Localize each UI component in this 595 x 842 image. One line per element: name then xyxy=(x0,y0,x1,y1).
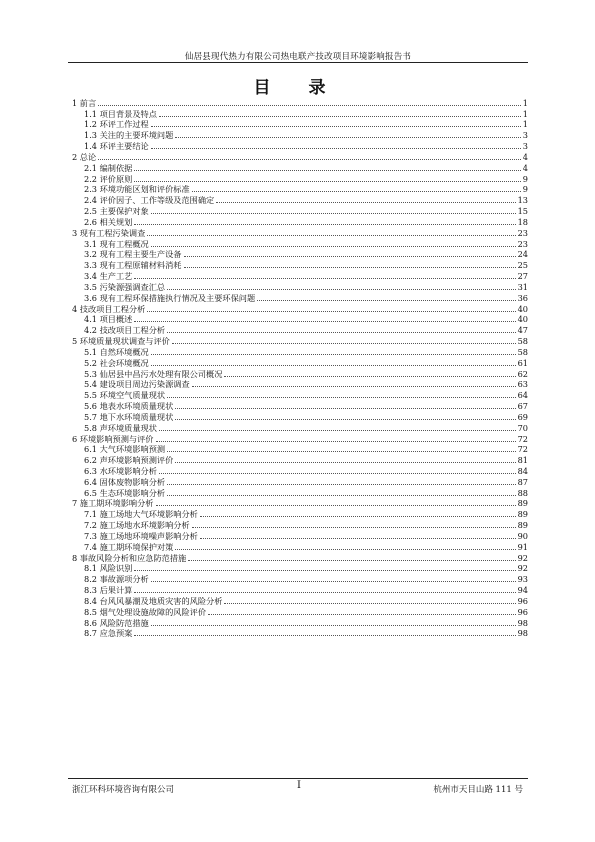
toc-entry-page: 3 xyxy=(522,130,528,141)
toc-leader-dots xyxy=(167,451,515,452)
toc-section-link[interactable] xyxy=(72,249,528,260)
toc-leader-dots xyxy=(134,278,515,279)
toc-leader-dots xyxy=(98,159,521,160)
toc-entry-page: 67 xyxy=(517,401,528,412)
toc-leader-dots xyxy=(175,408,515,409)
toc-entry-label: 6.3 水环境影响分析 xyxy=(84,465,157,476)
toc-leader-dots xyxy=(134,224,515,225)
toc-leader-dots xyxy=(134,181,520,182)
toc-entry-page: 90 xyxy=(517,530,528,541)
toc-leader-dots xyxy=(151,581,516,582)
toc-entry-label: 5.8 声环境质量现状 xyxy=(84,422,157,433)
toc-leader-dots xyxy=(159,430,516,431)
toc-section-link[interactable] xyxy=(72,519,528,530)
toc-entry-page: 62 xyxy=(517,368,528,379)
toc-leader-dots xyxy=(151,213,516,214)
toc-leader-dots xyxy=(200,538,516,539)
toc-leader-dots xyxy=(156,505,516,506)
toc-leader-dots xyxy=(147,235,515,236)
toc-entry-label: 3.2 现有工程主要生产设备 xyxy=(84,249,182,260)
toc-entry-page: 70 xyxy=(517,422,528,433)
toc-entry-label: 7.3 施工场地环境噪声影响分析 xyxy=(84,530,198,541)
toc-entry-label: 4 技改项目工程分析 xyxy=(72,303,146,314)
toc-entry-page: 92 xyxy=(517,563,528,574)
toc-entry-page: 9 xyxy=(522,184,528,195)
toc-section-link[interactable] xyxy=(72,173,528,184)
toc-entry-page: 47 xyxy=(517,325,528,336)
toc-leader-dots xyxy=(167,332,515,333)
toc-leader-dots xyxy=(184,267,516,268)
toc-section-link[interactable] xyxy=(72,259,528,270)
toc-entry-label: 3 现有工程污染调查 xyxy=(72,227,146,238)
toc-entry-page: 40 xyxy=(517,303,528,314)
toc-leader-dots xyxy=(192,191,521,192)
toc-section-link[interactable] xyxy=(72,184,528,195)
footer-address: 杭州市天目山路 111 号 xyxy=(433,785,523,795)
toc-section-link[interactable] xyxy=(72,270,528,281)
toc-entry-page: 81 xyxy=(517,455,528,466)
toc-entry-page: 4 xyxy=(522,151,528,162)
toc-entry-page: 72 xyxy=(517,433,528,444)
toc-entry-page: 96 xyxy=(517,606,528,617)
toc-section-link[interactable] xyxy=(72,454,528,465)
toc-leader-dots xyxy=(167,484,515,485)
toc-entry-page: 94 xyxy=(517,585,528,596)
toc-leader-dots xyxy=(188,560,515,561)
toc-section-link[interactable] xyxy=(72,595,528,606)
toc-entry-label: 5.1 自然环境概况 xyxy=(84,346,149,357)
toc-entry-label: 6.5 生态环境影响分析 xyxy=(84,487,166,498)
toc-section-link[interactable] xyxy=(72,541,528,552)
toc-entry-label: 3.5 污染源强调查汇总 xyxy=(84,281,166,292)
toc-entry-label: 6.2 声环境影响预测评价 xyxy=(84,455,174,466)
toc-leader-dots xyxy=(151,365,516,366)
toc-entry-label: 5.3 仙居县中昌污水处理有限公司概况 xyxy=(84,368,223,379)
header-divider xyxy=(68,62,528,63)
toc-entry-page: 61 xyxy=(517,357,528,368)
toc-section-link[interactable] xyxy=(72,216,528,227)
toc-entry-page: 87 xyxy=(517,476,528,487)
toc-entry-page: 4 xyxy=(522,162,528,173)
toc-entry-page: 24 xyxy=(517,249,528,260)
toc-entry-page: 1 xyxy=(522,119,528,130)
toc-entry-label: 2.1 编制依据 xyxy=(84,162,133,173)
toc-entry-label: 2 总论 xyxy=(72,151,97,162)
toc-leader-dots xyxy=(151,148,521,149)
toc-leader-dots xyxy=(134,170,520,171)
toc-entry-label: 5 环境质量现状调查与评价 xyxy=(72,336,170,347)
toc-entry-page: 3 xyxy=(522,141,528,152)
toc-entry-label: 1.2 环评工作过程 xyxy=(84,119,149,130)
toc-leader-dots xyxy=(224,376,515,377)
toc-entry-label: 8 事故风险分析和应急防范措施 xyxy=(72,552,187,563)
toc-leader-dots xyxy=(134,570,515,571)
toc-entry-label: 7.1 施工场地大气环境影响分析 xyxy=(84,509,198,520)
toc-leader-dots xyxy=(224,603,515,604)
toc-leader-dots xyxy=(151,354,516,355)
toc-section-link[interactable] xyxy=(72,400,528,411)
toc-section-link[interactable] xyxy=(72,563,528,574)
page-title: 目 录 xyxy=(253,78,342,98)
toc-entry-label: 8.2 事故源项分析 xyxy=(84,574,149,585)
toc-section-link[interactable] xyxy=(72,389,528,400)
toc-section-link[interactable] xyxy=(72,379,528,390)
toc-entry-page: 89 xyxy=(517,509,528,520)
toc-entry-page: 58 xyxy=(517,336,528,347)
toc-entry-label: 7.2 施工场地水环境影响分析 xyxy=(84,520,190,531)
toc-section-link[interactable] xyxy=(72,476,528,487)
toc-entry-page: 91 xyxy=(517,541,528,552)
toc-chapter-link[interactable] xyxy=(72,303,528,314)
toc-entry-label: 3.3 现有工程原辅材料消耗 xyxy=(84,260,182,271)
toc-entry-label: 5.2 社会环境概况 xyxy=(84,357,149,368)
toc-section-link[interactable] xyxy=(72,129,528,140)
toc-entry-label: 5.5 环境空气质量现状 xyxy=(84,390,166,401)
toc-entry-label: 3.6 现有工程环保措施执行情况及主要环保问题 xyxy=(84,292,256,303)
toc-entry-page: 40 xyxy=(517,314,528,325)
toc-entry-page: 23 xyxy=(517,238,528,249)
toc-section-link[interactable] xyxy=(72,530,528,541)
toc-section-link[interactable] xyxy=(72,281,528,292)
toc-leader-dots xyxy=(156,441,516,442)
toc-entry-page: 64 xyxy=(517,390,528,401)
toc-section-link[interactable] xyxy=(72,368,528,379)
toc-section-link[interactable] xyxy=(72,617,528,628)
table-of-contents xyxy=(72,97,528,638)
toc-entry-label: 8.4 台风风暴潮及地质灾害的风险分析 xyxy=(84,595,223,606)
toc-entry-label: 2.5 主要保护对象 xyxy=(84,206,149,217)
toc-entry-page: 13 xyxy=(517,195,528,206)
toc-chapter-link[interactable] xyxy=(72,498,528,509)
toc-leader-dots xyxy=(192,386,516,387)
footer-divider xyxy=(68,778,528,779)
toc-chapter-link[interactable] xyxy=(72,97,528,108)
toc-entry-label: 2.3 环境功能区划和评价标准 xyxy=(84,184,190,195)
toc-leader-dots xyxy=(159,473,516,474)
toc-section-link[interactable] xyxy=(72,108,528,119)
toc-entry-page: 88 xyxy=(517,487,528,498)
toc-leader-dots xyxy=(151,126,521,127)
toc-section-link[interactable] xyxy=(72,465,528,476)
toc-section-link[interactable] xyxy=(72,346,528,357)
toc-entry-page: 15 xyxy=(517,206,528,217)
toc-section-link[interactable] xyxy=(72,324,528,335)
toc-entry-page: 25 xyxy=(517,260,528,271)
toc-entry-label: 8.6 风险防范措施 xyxy=(84,617,149,628)
toc-leader-dots xyxy=(151,246,516,247)
toc-entry-page: 36 xyxy=(517,292,528,303)
footer-page-number: I xyxy=(297,780,301,791)
toc-section-link[interactable] xyxy=(72,444,528,455)
toc-leader-dots xyxy=(175,549,515,550)
toc-leader-dots xyxy=(134,321,515,322)
toc-chapter-link[interactable] xyxy=(72,552,528,563)
toc-section-link[interactable] xyxy=(72,573,528,584)
toc-leader-dots xyxy=(216,202,515,203)
toc-entry-page: 96 xyxy=(517,595,528,606)
toc-entry-page: 9 xyxy=(522,173,528,184)
toc-entry-page: 84 xyxy=(517,465,528,476)
toc-entry-label: 4.1 项目概述 xyxy=(84,314,133,325)
toc-section-link[interactable] xyxy=(72,140,528,151)
toc-leader-dots xyxy=(134,592,515,593)
toc-entry-label: 3.1 现有工程概况 xyxy=(84,238,149,249)
toc-leader-dots xyxy=(184,256,516,257)
toc-section-link[interactable] xyxy=(72,194,528,205)
toc-entry-page: 89 xyxy=(517,520,528,531)
toc-entry-label: 7.4 施工期环境保护对策 xyxy=(84,541,174,552)
toc-chapter-link[interactable] xyxy=(72,335,528,346)
toc-leader-dots xyxy=(98,105,521,106)
toc-entry-label: 2.6 相关规划 xyxy=(84,216,133,227)
toc-leader-dots xyxy=(257,300,515,301)
toc-leader-dots xyxy=(172,343,516,344)
toc-entry-page: 72 xyxy=(517,444,528,455)
toc-entry-label: 8.3 后果计算 xyxy=(84,585,133,596)
toc-leader-dots xyxy=(147,311,515,312)
toc-section-link[interactable] xyxy=(72,508,528,519)
toc-entry-label: 5.4 建设项目周边污染源调查 xyxy=(84,379,190,390)
toc-entry-page: 93 xyxy=(517,574,528,585)
toc-section-link[interactable] xyxy=(72,314,528,325)
toc-leader-dots xyxy=(167,397,515,398)
toc-section-link[interactable] xyxy=(72,422,528,433)
toc-leader-dots xyxy=(134,635,515,636)
toc-section-link[interactable] xyxy=(72,205,528,216)
toc-section-link[interactable] xyxy=(72,162,528,173)
toc-leader-dots xyxy=(167,495,515,496)
toc-entry-page: 23 xyxy=(517,227,528,238)
toc-leader-dots xyxy=(167,289,515,290)
toc-leader-dots xyxy=(200,516,516,517)
toc-section-link[interactable] xyxy=(72,628,528,639)
toc-entry-page: 58 xyxy=(517,346,528,357)
toc-entry-page: 31 xyxy=(517,281,528,292)
toc-section-link[interactable] xyxy=(72,119,528,130)
toc-entry-page: 69 xyxy=(517,411,528,422)
toc-entry-label: 8.5 烟气处理设施故障的风险评价 xyxy=(84,606,207,617)
toc-entry-label: 8.1 风险识别 xyxy=(84,563,133,574)
toc-entry-page: 92 xyxy=(517,552,528,563)
toc-section-link[interactable] xyxy=(72,411,528,422)
toc-entry-page: 1 xyxy=(522,108,528,119)
toc-entry-page: 98 xyxy=(517,617,528,628)
toc-leader-dots xyxy=(159,116,521,117)
toc-entry-label: 2.4 评价因子、工作等级及范围确定 xyxy=(84,195,215,206)
toc-chapter-link[interactable] xyxy=(72,227,528,238)
toc-leader-dots xyxy=(208,614,516,615)
toc-entry-label: 1 前言 xyxy=(72,97,97,108)
toc-section-link[interactable] xyxy=(72,357,528,368)
toc-entry-label: 6 环境影响预测与评价 xyxy=(72,433,154,444)
toc-leader-dots xyxy=(175,137,520,138)
toc-entry-label: 5.6 地表水环境质量现状 xyxy=(84,401,174,412)
toc-leader-dots xyxy=(151,625,516,626)
toc-leader-dots xyxy=(175,462,515,463)
toc-entry-label: 1.3 关注的主要环境问题 xyxy=(84,130,174,141)
running-header: 仙居县现代热力有限公司热电联产技改项目环境影响报告书 xyxy=(184,52,412,62)
toc-section-link[interactable] xyxy=(72,584,528,595)
toc-entry-label: 7 施工期环境影响分析 xyxy=(72,498,154,509)
toc-entry-label: 8.7 应急预案 xyxy=(84,628,133,639)
toc-leader-dots xyxy=(175,419,515,420)
toc-chapter-link[interactable] xyxy=(72,151,528,162)
toc-entry-page: 18 xyxy=(517,216,528,227)
toc-entry-page: 27 xyxy=(517,271,528,282)
toc-entry-page: 89 xyxy=(517,498,528,509)
toc-entry-page: 98 xyxy=(517,628,528,639)
toc-entry-label: 5.7 地下水环境质量现状 xyxy=(84,411,174,422)
toc-entry-label: 3.4 生产工艺 xyxy=(84,271,133,282)
toc-entry-label: 4.2 技改项目工程分析 xyxy=(84,325,166,336)
toc-section-link[interactable] xyxy=(72,487,528,498)
toc-section-link[interactable] xyxy=(72,606,528,617)
toc-chapter-link[interactable] xyxy=(72,433,528,444)
toc-entry-label: 1.1 项目背景及特点 xyxy=(84,108,157,119)
toc-section-link[interactable] xyxy=(72,238,528,249)
toc-leader-dots xyxy=(192,527,516,528)
toc-entry-label: 1.4 环评主要结论 xyxy=(84,141,149,152)
footer-company: 浙江环科环境咨询有限公司 xyxy=(72,785,175,795)
toc-entry-label: 6.1 大气环境影响预测 xyxy=(84,444,166,455)
toc-section-link[interactable] xyxy=(72,292,528,303)
toc-entry-page: 1 xyxy=(522,97,528,108)
toc-entry-label: 2.2 评价原则 xyxy=(84,173,133,184)
toc-entry-page: 63 xyxy=(517,379,528,390)
toc-entry-label: 6.4 固体废物影响分析 xyxy=(84,476,166,487)
